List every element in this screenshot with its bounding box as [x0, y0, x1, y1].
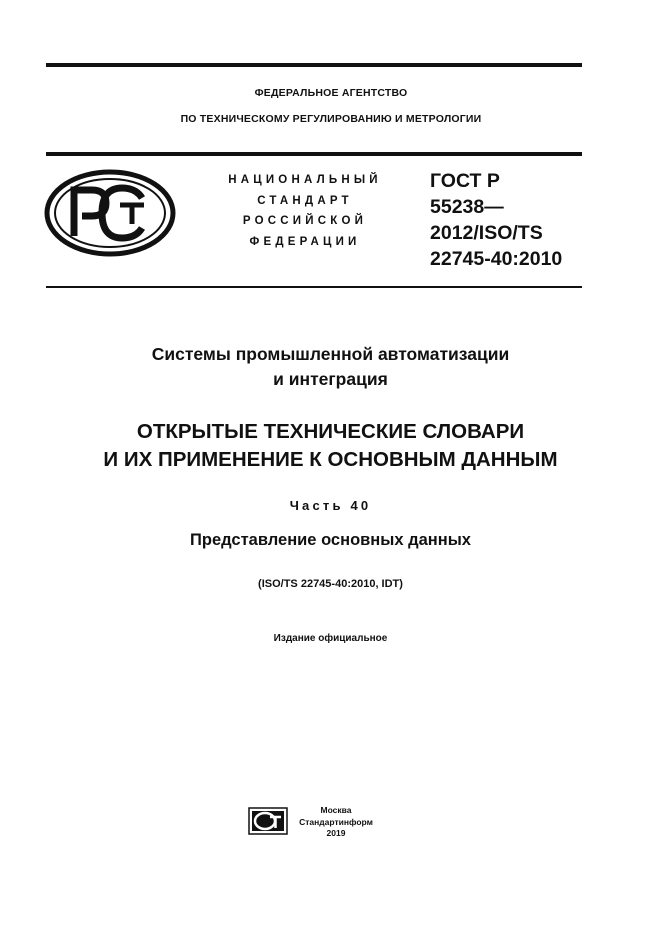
top-rule — [46, 63, 582, 67]
main-title — [0, 418, 661, 474]
publisher-name: Стандартинформ — [299, 816, 373, 827]
standard-designation — [430, 168, 562, 272]
national-label-line: НАЦИОНАЛЬНЫЙ — [228, 174, 382, 186]
publisher-info — [296, 805, 376, 840]
national-label-line: СТАНДАРТ — [257, 194, 353, 207]
publisher-year: 2019 — [326, 828, 346, 838]
general-title — [0, 342, 661, 392]
part-subtitle: Представление основных данных — [190, 531, 471, 549]
designation-line: 55238— — [430, 196, 504, 218]
national-label-line: ФЕДЕРАЦИИ — [249, 235, 361, 248]
main-title-line-1: ОТКРЫТЫЕ ТЕХНИЧЕСКИЕ СЛОВАРИ — [136, 420, 525, 443]
agency-name-line-2: ПО ТЕХНИЧЕСКОМУ РЕГУЛИРОВАНИЮ И МЕТРОЛОГИИ — [180, 113, 482, 125]
general-title-line-2: и интеграция — [273, 369, 388, 389]
rst-logo-icon — [44, 168, 176, 258]
agency-name-line-1: ФЕДЕРАЛЬНОЕ АГЕНТСТВО — [254, 87, 408, 99]
designation-rule — [46, 286, 582, 288]
standartinform-logo-icon — [248, 807, 288, 835]
national-standard-label — [210, 170, 400, 252]
publisher-city: Москва — [320, 805, 352, 815]
general-title-line-1: Системы промышленной автоматизации — [151, 344, 510, 364]
designation-line: 2012/ISO/TS — [430, 222, 543, 244]
edition-label: Издание официальное — [273, 633, 388, 644]
main-title-line-2: И ИХ ПРИМЕНЕНИЕ К ОСНОВНЫМ ДАННЫМ — [103, 448, 558, 471]
designation-line: ГОСТ Р — [430, 170, 500, 192]
designation-line: 22745-40:2010 — [430, 248, 563, 270]
national-label-line: РОССИЙСКОЙ — [242, 215, 368, 227]
header-rule — [46, 152, 582, 156]
part-number: Часть 40 — [289, 498, 372, 513]
iso-reference: (ISO/TS 22745-40:2010, IDT) — [258, 578, 403, 590]
